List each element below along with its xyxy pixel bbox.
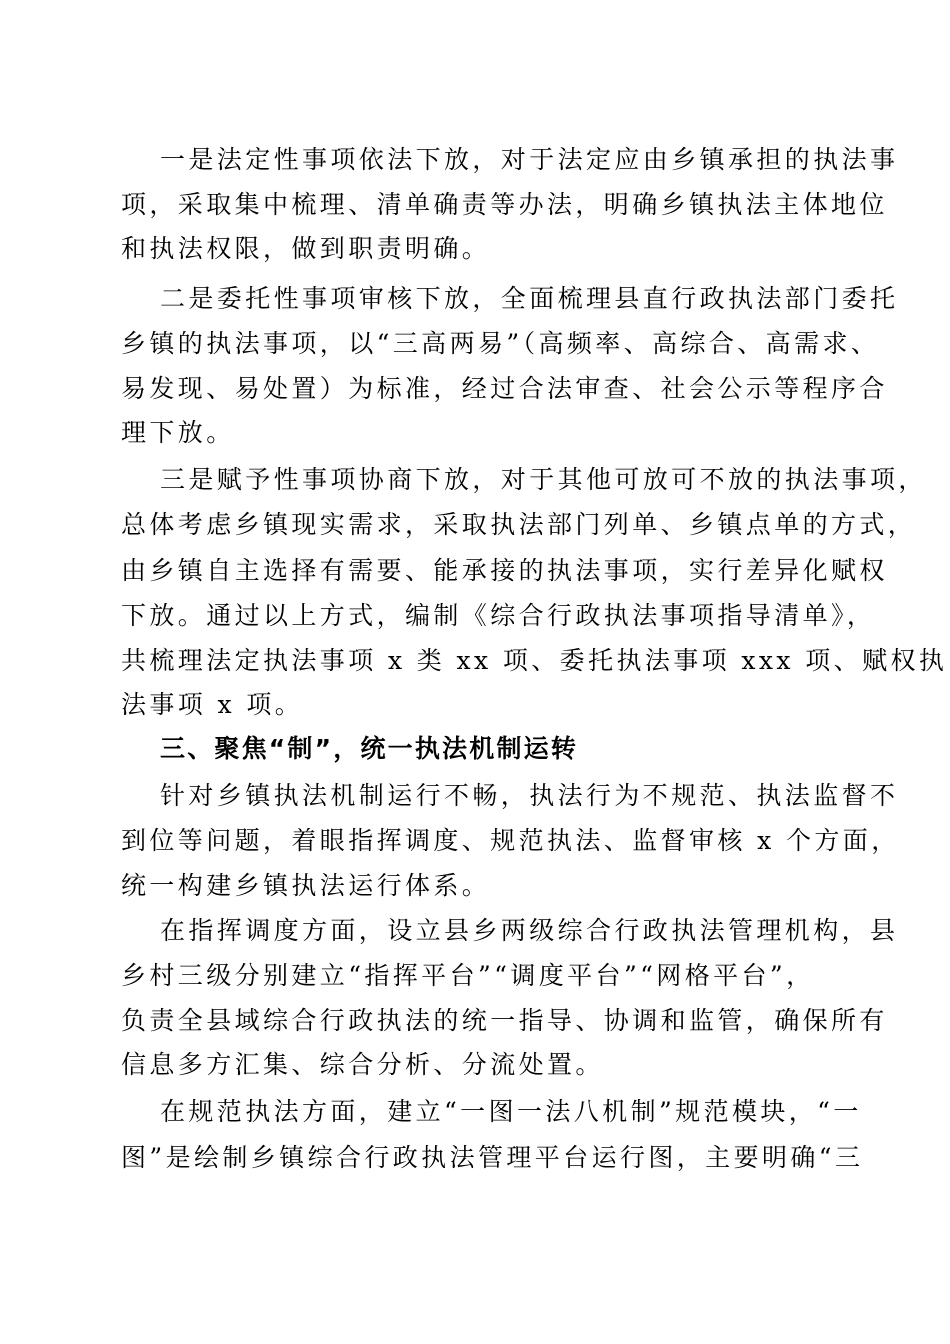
paragraph-3-line-4: 下放。通过以上方式，编制《综合行政执法事项指导清单》， bbox=[121, 601, 876, 630]
paragraph-2-line-2: 乡镇的执法事项，以“三高两易”（高频率、高综合、高需求、 bbox=[121, 329, 880, 358]
paragraph-5-line-3: 负责全县域综合行政执法的统一指导、协调和监管，确保所有 bbox=[121, 1006, 888, 1035]
paragraph-3-line-2: 总体考虑乡镇现实需求，采取执法部门列单、乡镇点单的方式， bbox=[121, 510, 917, 539]
paragraph-3-line-6: 法事项 x 项。 bbox=[121, 690, 304, 719]
paragraph-1-line-1: 一是法定性事项依法下放，对于法定应由乡镇承担的执法事 bbox=[160, 145, 899, 174]
paragraph-5-line-1: 在指挥调度方面，设立县乡两级综合行政执法管理机构，县 bbox=[160, 916, 899, 945]
paragraph-3-line-1: 三是赋予性事项协商下放，对于其他可放可不放的执法事项， bbox=[160, 465, 927, 494]
paragraph-1-line-3: 和执法权限，做到职责明确。 bbox=[121, 234, 491, 263]
paragraph-5-line-2: 乡村三级分别建立“指挥平台”“调度平台”“网格平台”， bbox=[121, 961, 815, 990]
paragraph-4-line-1: 针对乡镇执法机制运行不畅，执法行为不规范、执法监督不 bbox=[160, 781, 899, 810]
paragraph-1-line-2: 项，采取集中梳理、清单确责等办法，明确乡镇执法主体地位 bbox=[121, 190, 888, 219]
paragraph-2-line-1: 二是委托性事项审核下放，全面梳理县直行政执法部门委托 bbox=[160, 284, 899, 313]
paragraph-4-line-3: 统一构建乡镇执法运行体系。 bbox=[121, 871, 491, 900]
paragraph-3-line-3: 由乡镇自主选择有需要、能承接的执法事项，实行差异化赋权 bbox=[121, 556, 888, 585]
paragraph-2-line-4: 理下放。 bbox=[121, 418, 235, 447]
paragraph-4-line-2: 到位等问题，着眼指挥调度、规范执法、监督审核 x 个方面， bbox=[121, 826, 900, 855]
paragraph-6-line-2: 图”是绘制乡镇综合行政执法管理平台运行图，主要明确“三 bbox=[121, 1143, 864, 1172]
paragraph-2-line-3: 易发现、易处置）为标准，经过合法审查、社会公示等程序合 bbox=[121, 374, 888, 403]
paragraph-6-line-1: 在规范执法方面，建立“一图一法八机制”规范模块，“一 bbox=[160, 1097, 862, 1126]
paragraph-3-line-5: 共梳理法定执法事项 x 类 xx 项、委托执法事项 xxx 项、赋权执 bbox=[121, 646, 948, 675]
section-heading: 三、聚焦“制”，统一执法机制运转 bbox=[160, 734, 579, 763]
paragraph-5-line-4: 信息多方汇集、综合分析、分流处置。 bbox=[121, 1050, 604, 1079]
